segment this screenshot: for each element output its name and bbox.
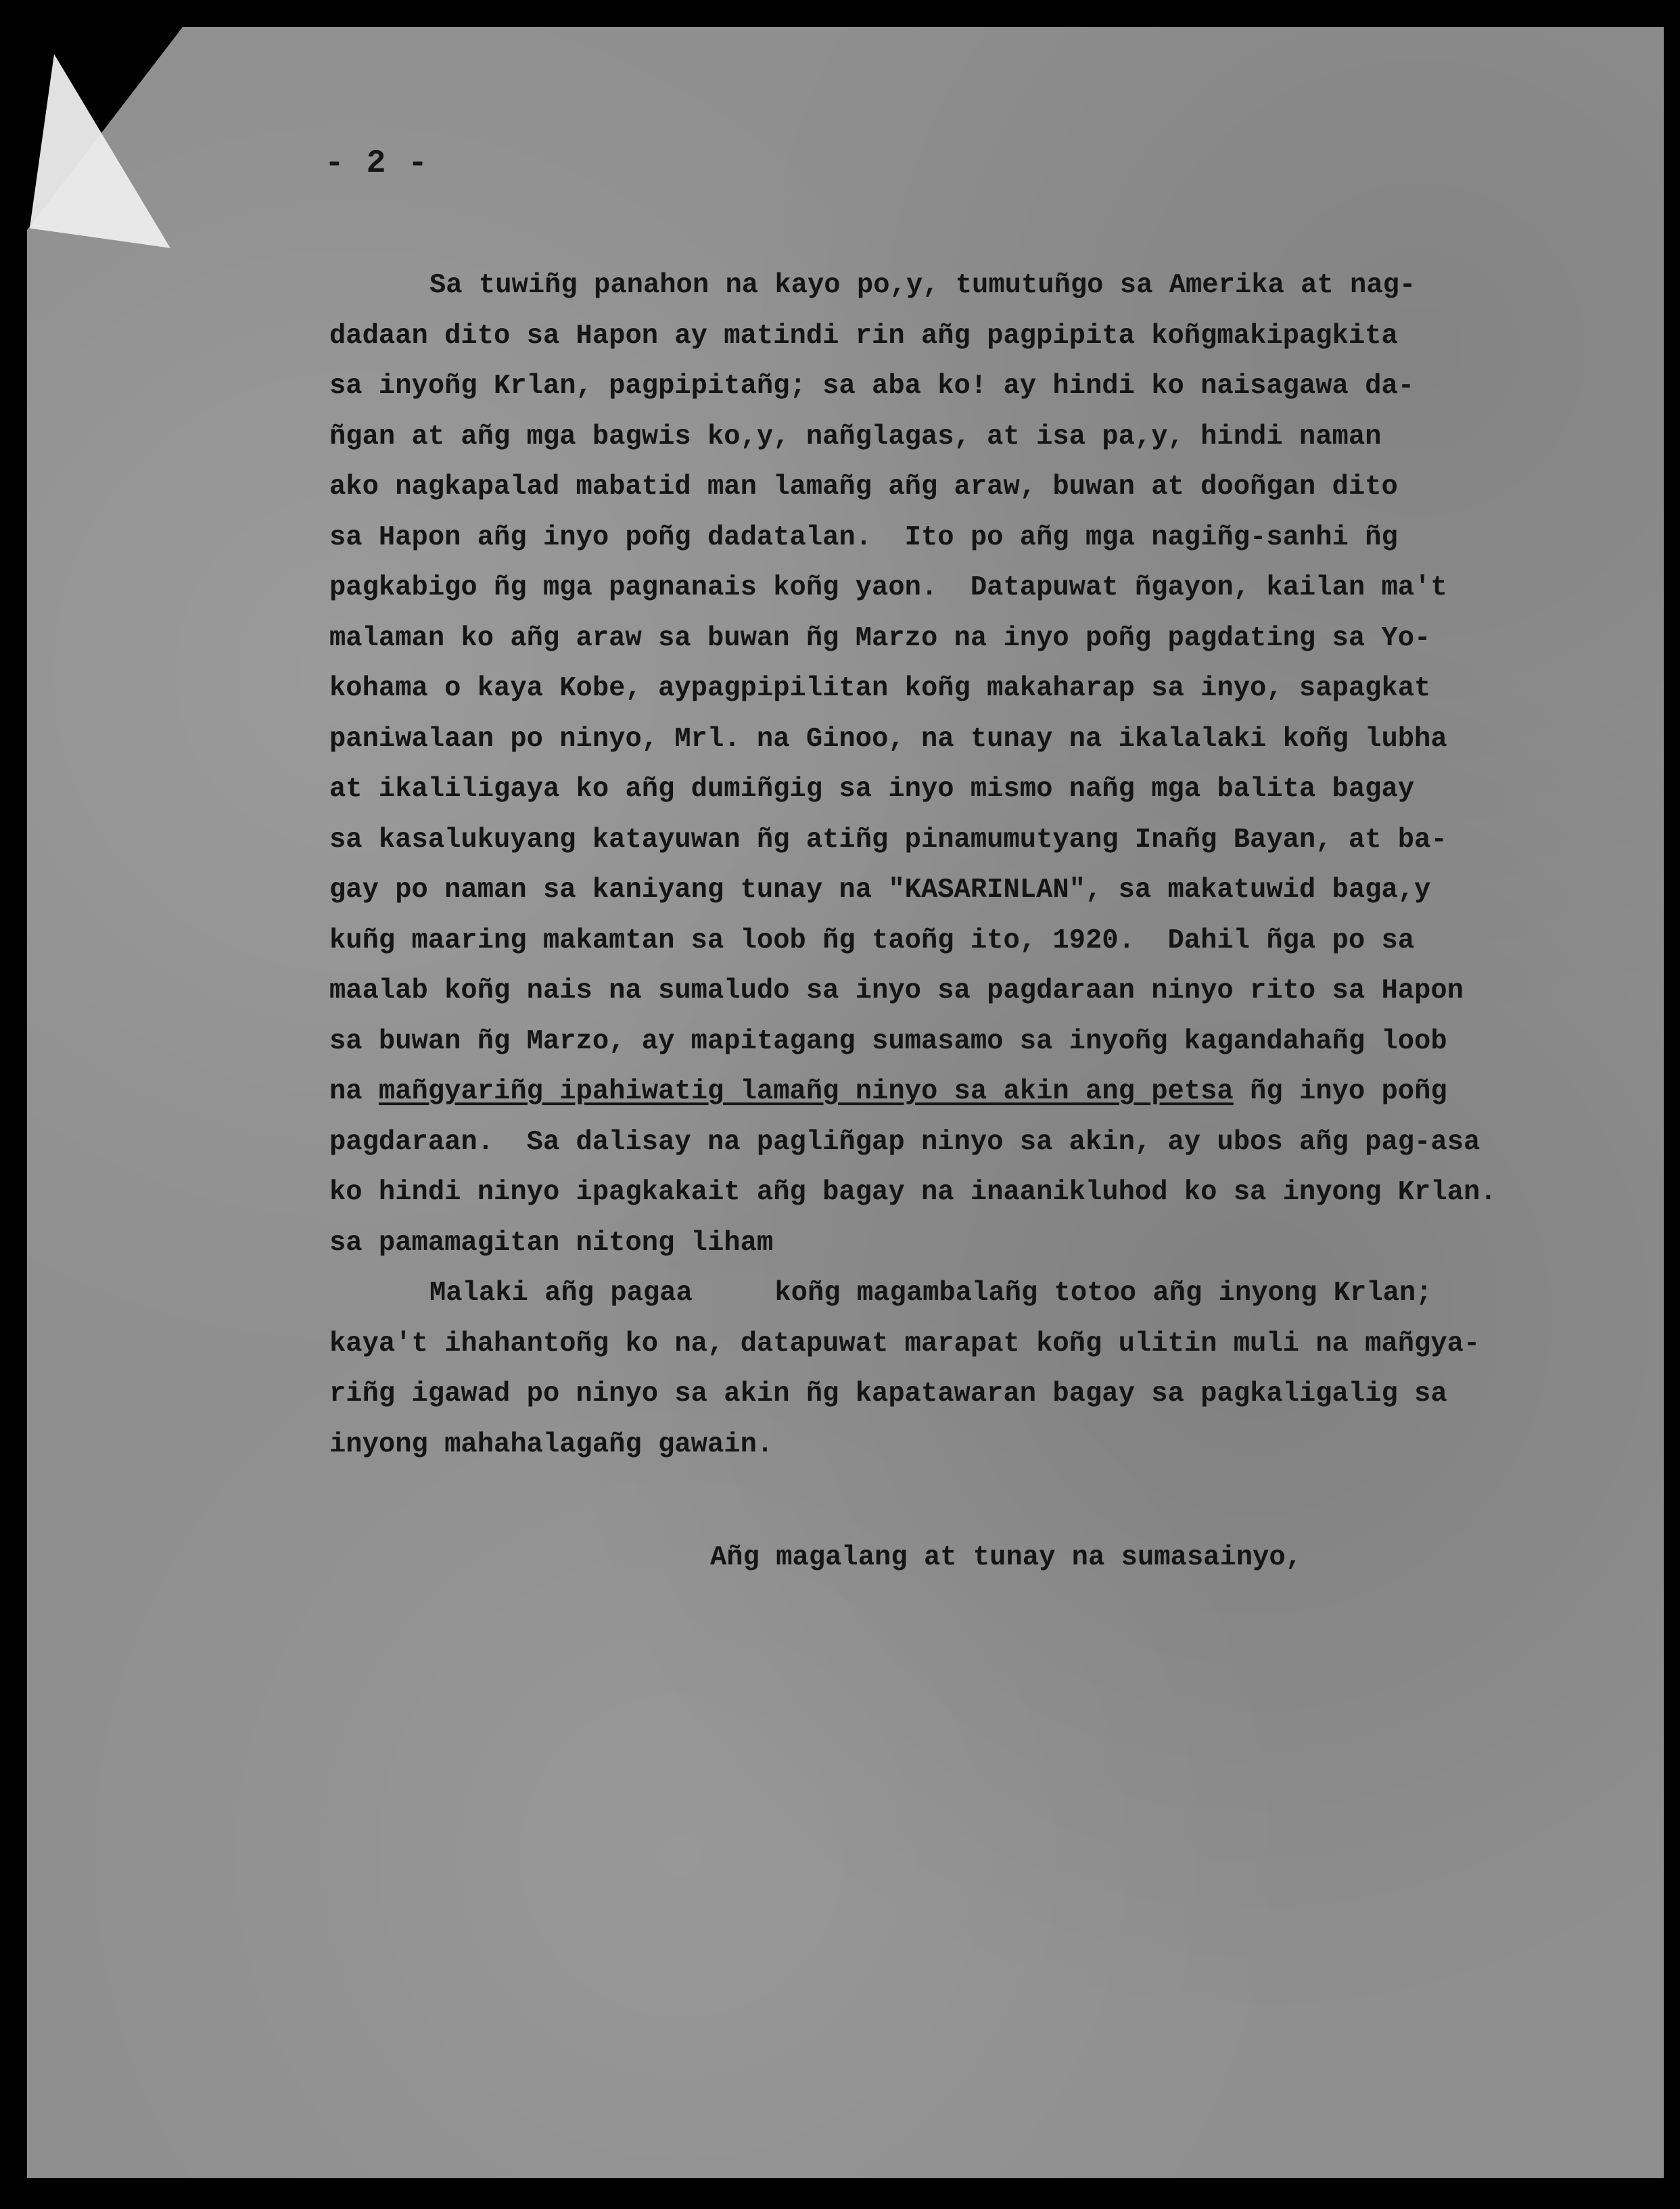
text-line: sa pamamagitan nitong liham <box>329 1227 774 1259</box>
text-line: kuñg maaring makamtan sa loob ñg taoñg ito, 1920. Dahil ñga po sa <box>329 925 1415 956</box>
document-page <box>27 27 1664 2178</box>
text-line: Sa tuwiñg panahon na kayo po,y, tumutuñgo sa Amerika at nag- <box>429 270 1416 301</box>
text-line: gay po naman sa kaniyang tunay na "KASARINLAN", sa makatuwid baga,y <box>329 875 1431 906</box>
text-fragment: na <box>329 1076 379 1107</box>
text-line: maalab koñg nais na sumaludo sa inyo sa pagdaraan ninyo rito sa Hapon <box>329 975 1464 1006</box>
text-line: ko hindi ninyo ipagkakait añg bagay na inaanikluhod ko sa inyong Krlan. <box>329 1177 1497 1208</box>
text-line: sa kasalukuyang katayuwan ñg atiñg pinamumutyang Inañg Bayan, at ba- <box>329 824 1447 856</box>
letter-body <box>329 260 1587 1470</box>
text-line: pagdaraan. Sa dalisay na pagliñgap ninyo sa akin, ay ubos añg pag-asa <box>329 1126 1480 1158</box>
text-line: kohama o kaya Kobe, aypagpipilitan koñg makaharap sa inyo, sapagkat <box>329 673 1431 704</box>
text-line: inyong mahahalagañg gawain. <box>329 1428 774 1460</box>
paragraph-1 <box>329 260 1587 1268</box>
text-line: dadaan dito sa Hapon ay matindi rin añg pagpipita koñgmakipagkita <box>329 320 1398 352</box>
paragraph-2 <box>329 1268 1587 1470</box>
page-number: - 2 - <box>325 145 429 182</box>
underlined-phrase: mañgyariñg ipahiwatig lamañg ninyo sa akin ang petsa <box>378 1076 1234 1107</box>
text-line: ako nagkapalad mabatid man lamañg añg araw, buwan at dooñgan dito <box>329 471 1398 503</box>
text-line: ñgan at añg mga bagwis ko,y, nañglagas, at isa pa,y, hindi naman <box>329 421 1382 452</box>
text-line: sa inyoñg Krlan, pagpipitañg; sa aba ko! ay hindi ko naisagawa da- <box>329 371 1415 402</box>
text-line: pagkabigo ñg mga pagnanais koñg yaon. Datapuwat ñgayon, kailan ma't <box>329 572 1447 603</box>
underlined-request-line <box>329 1067 1587 1117</box>
text-line: at ikaliligaya ko añg dumiñgig sa inyo mismo nañg mga balita bagay <box>329 774 1415 805</box>
text-line: paniwalaan po ninyo, Mrl. na Ginoo, na tunay na ikalalaki koñg lubha <box>329 723 1447 755</box>
folded-corner <box>30 54 195 248</box>
text-line: riñg igawad po ninyo sa akin ñg kapatawaran bagay sa pagkaligalig sa <box>329 1378 1447 1410</box>
text-fragment: ñg inyo poñg <box>1233 1076 1447 1107</box>
text-line: sa buwan ñg Marzo, ay mapitagang sumasamo sa inyoñg kagandahañg loob <box>329 1025 1447 1057</box>
text-line: sa Hapon añg inyo poñg dadatalan. Ito po añg mga nagiñg-sanhi ñg <box>329 521 1398 553</box>
text-line: malaman ko añg araw sa buwan ñg Marzo na inyo poñg pagdating sa Yo- <box>329 622 1431 654</box>
closing-salutation: Añg magalang at tunay na sumasainyo, <box>710 1542 1302 1573</box>
text-line: kaya't ihahantoñg ko na, datapuwat marapat koñg ulitin muli na mañgya- <box>329 1328 1480 1359</box>
text-line: Malaki añg pagaa koñg magambalañg totoo añg inyong Krlan; <box>429 1278 1432 1309</box>
